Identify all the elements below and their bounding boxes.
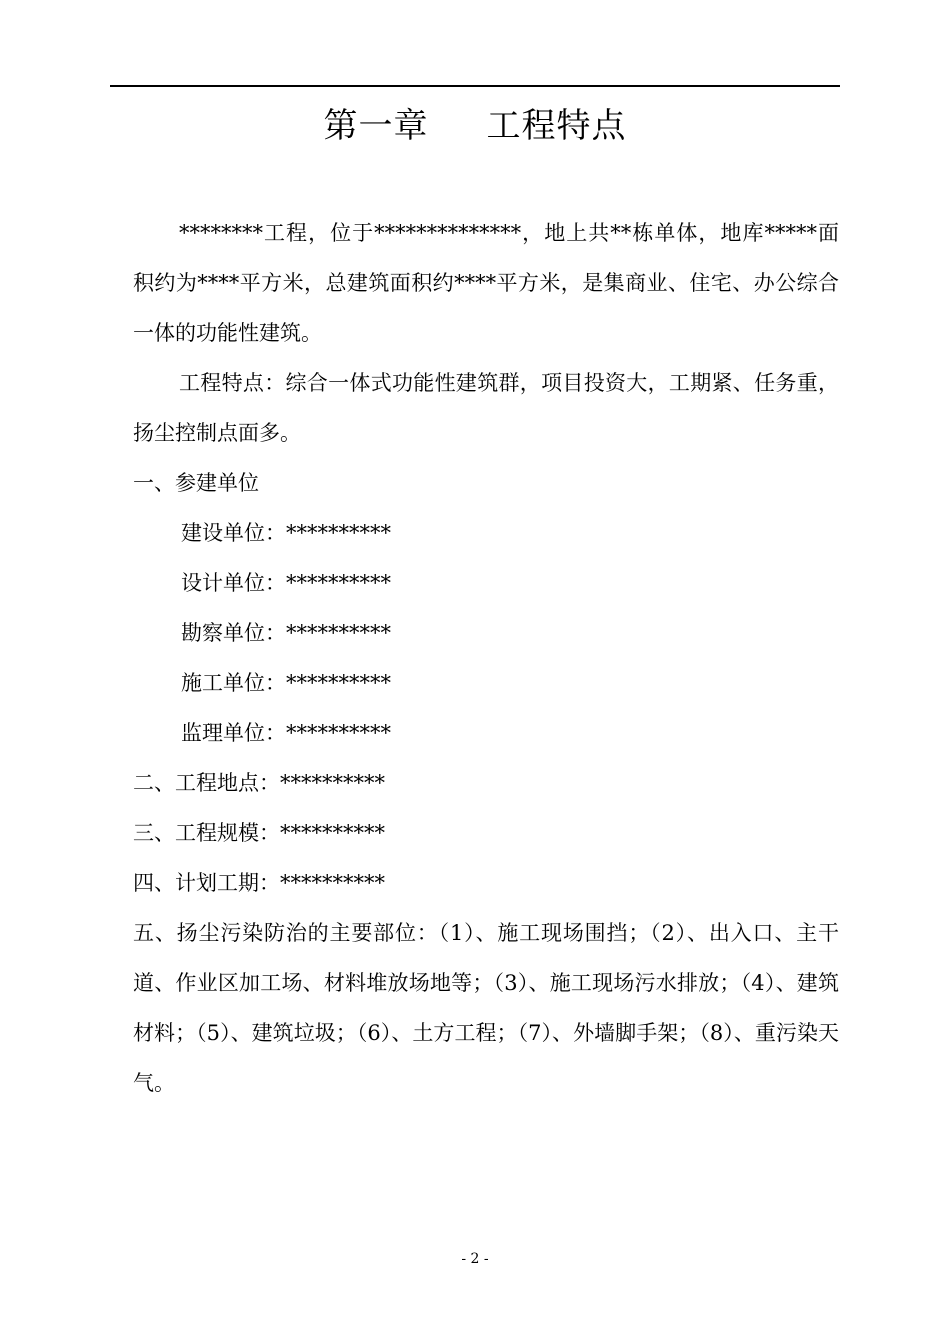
dust-control-paragraph: 五、扬尘污染防治的主要部位：（1）、施工现场围挡；（2）、出入口、主干道、作业区加工场、材料堆放场地等；（3）、施工现场污水排放；（4）、建筑材料；（5）、建筑垃圾；（6）、土方工程；（7）、外墙脚手架；（8）、重污染天气。 — [133, 921, 839, 1095]
document-body — [133, 208, 839, 1108]
participants-heading: 一、参建单位 — [133, 471, 259, 495]
unit-survey: 勘察单位：********** — [181, 621, 391, 645]
chapter-number: 第一章 — [323, 106, 429, 146]
page-number: - 2 - — [461, 1251, 489, 1267]
schedule-line: 四、计划工期：********** — [133, 871, 385, 895]
chapter-title — [0, 104, 950, 148]
unit-contractor: 施工单位：********** — [181, 671, 391, 695]
location-line: 二、工程地点：********** — [133, 771, 385, 795]
chapter-name: 工程特点 — [486, 106, 627, 146]
intro-paragraph: ********工程，位于**************，地上共**栋单体，地库*****面积约为****平方米，总建筑面积约****平方米，是集商业、住宅、办公综合一体的功能性建筑。 — [133, 221, 839, 345]
unit-supervision: 监理单位：********** — [181, 721, 391, 745]
scale-line: 三、工程规模：********** — [133, 821, 385, 845]
unit-design: 设计单位：********** — [181, 571, 391, 595]
header-rule — [110, 85, 840, 87]
features-paragraph: 工程特点：综合一体式功能性建筑群，项目投资大，工期紧、任务重，扬尘控制点面多。 — [133, 371, 839, 445]
unit-construction: 建设单位：********** — [181, 521, 391, 545]
